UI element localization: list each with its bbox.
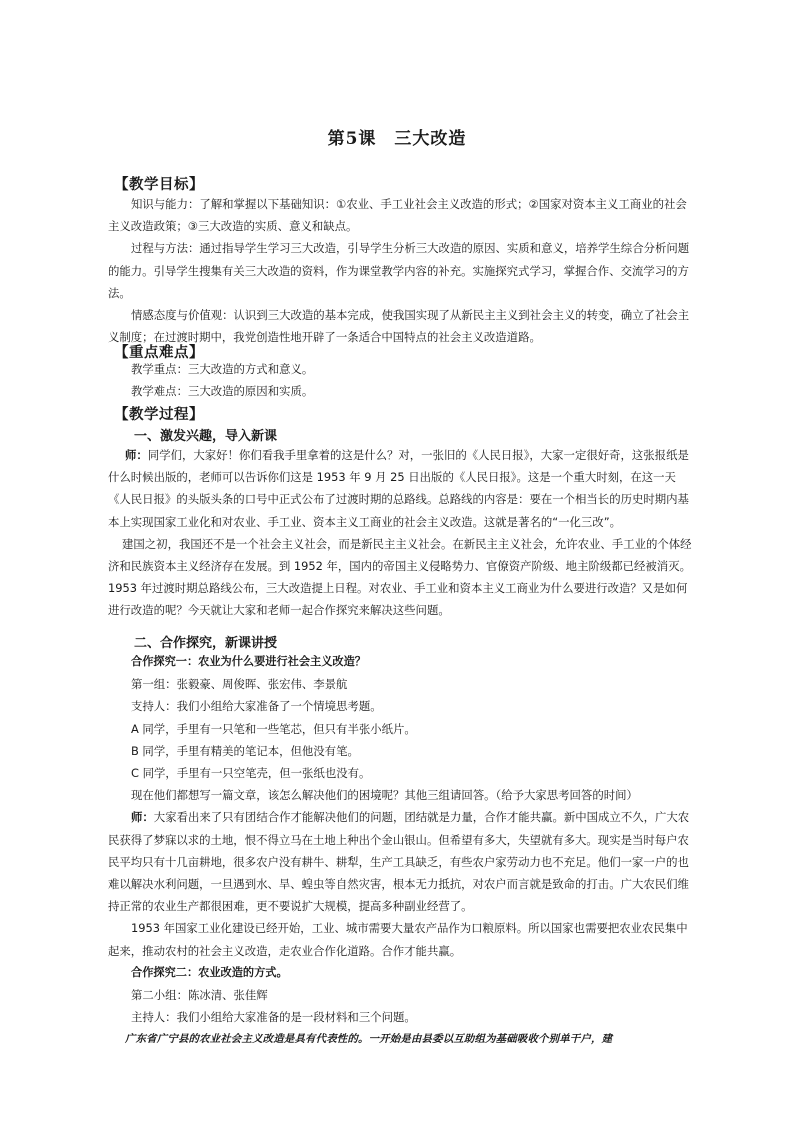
goal-process: 过程与方法：通过指导学生学习三大改造，引导学生分析三大改造的原因、实质和意义，培养学生综合分析问题的能力。引导学生搜集有关三大改造的资料，作为课堂教学内容的补充。实施探究式学习，掌握合作、交流学习的方法。 [108, 241, 690, 300]
teacher-paragraph-1 [108, 444, 692, 533]
teacher-paragraph-2 [108, 806, 692, 917]
goal-attitude: 情感态度与价值观：认识到三大改造的基本完成，使我国实现了从新民主主义到社会主义的转变，确立了社会主义制度；在过渡时期中，我党创造性地开辟了一条适合中国特点的社会主义改造道路。 [108, 308, 690, 345]
section-heading-key: 【重点难点】 [114, 345, 204, 361]
process-block-1 [108, 444, 692, 622]
teacher-text-2: 大家看出来了只有团结合作才能解决他们的问题，团结就是力量，合作才能共赢。新中国成立不久，广大农民获得了梦寐以求的土地，恨不得立马在土地上种出个金山银山。但希望有多大，失望就有多大。现实是当时每户农民平均只有十几亩耕地，很多农户没有耕牛、耕犁，生产工具缺乏，有些农户家劳动力也不充足。他们一家一户的也难以解决水利问题，一旦遇到水、旱、蝗虫等自然灾害，根本无力抵抗，对农户而言就是致命的打击。广大农民们维持正常的农业生产都很困难，更不要说扩大规模，提高多种副业经营了。 [108, 810, 690, 914]
key-block [108, 358, 692, 402]
teacher-label: 师： [125, 448, 148, 462]
process-block-2 [108, 651, 692, 1051]
key-focus: 教学重点：三大改造的方式和意义。 [131, 362, 314, 376]
page-title: 第5课 三大改造 [327, 129, 467, 149]
student-a-line: A 同学，手里有一只笔和一些笔芯，但只有半张小纸片。 [131, 721, 416, 736]
inquiry-one-heading: 合作探究一：农业为什么要进行社会主义改造？ [131, 655, 366, 668]
material-excerpt: 广东省广宁县的农业社会主义改造是具有代表性的。一开始是由县委以互助组为基础吸收个别单干户，建 [125, 1033, 613, 1046]
group-two-members: 第二小组：陈冰清、张佳辉 [131, 988, 268, 1003]
host-one-line: 支持人：我们小组给大家准备了一个情境思考题。 [131, 699, 382, 714]
industrialization-paragraph: 1953 年国家工业化建设已经开始，工业、城市需要大量农产品作为口粮原料。所以国家也需要把农业农民集中起来，推动农村的社会主义改造，走农业合作化道路。合作才能共赢。 [108, 921, 688, 958]
student-b-line: B 同学，手里有精美的笔记本，但他没有笔。 [131, 743, 359, 758]
goals-block [108, 193, 692, 348]
step-heading-1: 一、激发兴趣，导入新课 [134, 429, 278, 444]
host-two-line: 主持人：我们小组给大家准备的是一段材料和三个问题。 [131, 1010, 416, 1025]
student-c-line: C 同学，手里有一只空笔壳，但一张纸也没有。 [131, 766, 371, 781]
goal-knowledge: 知识与能力：了解和掌握以下基础知识：①农业、手工业社会主义改造的形式；②国家对资本主义工商业的社会主义改造政策；③三大改造的实质、意义和缺点。 [108, 197, 687, 234]
key-difficulty: 教学难点：三大改造的原因和实质。 [131, 384, 314, 399]
background-paragraph: 建国之初，我国还不是一个社会主义社会，而是新民主主义社会。在新民主主义社会，允许农业、手工业的个体经济和民族资本主义经济存在发展。到 1952 年，国内的帝国主义侵略势力、官僚资产阶级、地主阶级都已经被消灭。1953 年过渡时期总路线公布，三大改造提上日程。对农业、手工业和资本主义工商业为什么要进行改造？又是如何进行改造的呢？今天就让大家和老师一起合作探究来解决这些问题。 [108, 536, 692, 618]
question-line: 现在他们都想写一篇文章，该怎么解决他们的困境呢？其他三组请回答。（给予大家思考回答的时间） [131, 788, 638, 803]
teacher-text-1: 同学们，大家好！你们看我手里拿着的这是什么？对，一张旧的《人民日报》，大家一定很好奇，这张报纸是什么时候出版的，老师可以告诉你们这是 1953 年 9 月 25 日出版的《人民日报》。这是一个重大时刻，在这一天《人民日报》的头版头条的口号中正式公布了过渡时期的总路线。总路线的内容是：要在一个相当长的历史时期内基本上实现国家工业化和对农业、手工业、资本主义工商业的社会主义改造。这就是著名的“一化三改”。 [108, 448, 689, 529]
group-one-members: 第一组：张毅豪、周俊晖、张宏伟、李景航 [131, 677, 348, 692]
step-heading-2: 二、合作探究，新课讲授 [134, 636, 278, 651]
teacher-label-2: 师： [131, 810, 154, 825]
section-heading-goals: 【教学目标】 [114, 177, 204, 193]
inquiry-two-heading: 合作探究二：农业改造的方式。 [131, 965, 288, 979]
section-heading-process: 【教学过程】 [114, 407, 204, 423]
